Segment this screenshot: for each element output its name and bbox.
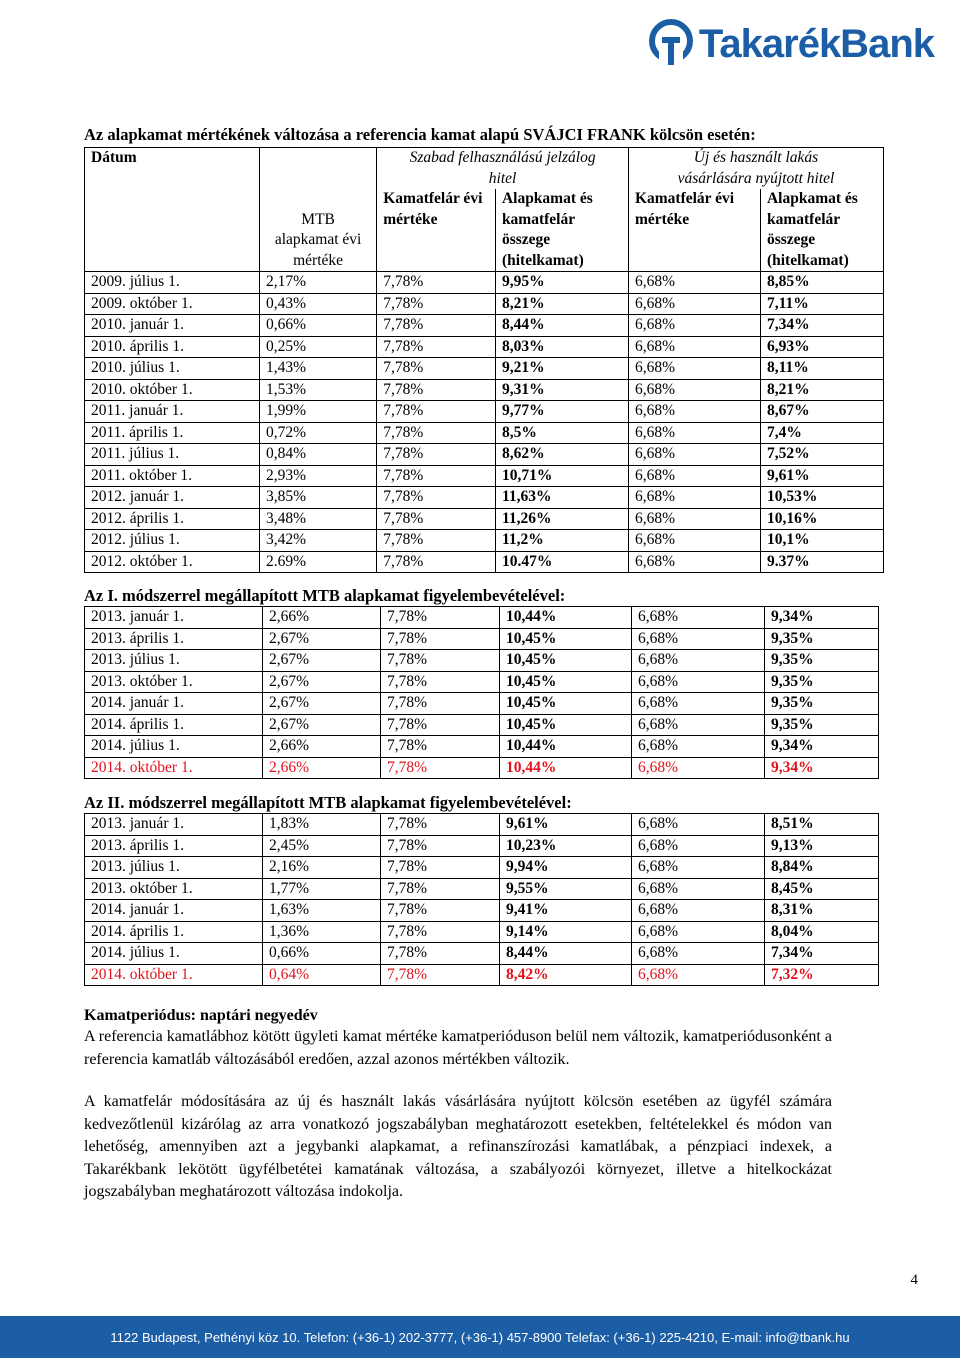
cell-margin-1: 7,78% xyxy=(381,878,500,900)
cell-margin-1: 7,78% xyxy=(377,358,496,380)
col-header-mtb-label: MTB alapkamat évi mértéke xyxy=(274,210,362,269)
cell-margin-2: 6,68% xyxy=(632,878,765,900)
cell-margin-2: 6,68% xyxy=(632,964,765,986)
cell-margin-1: 7,78% xyxy=(377,487,496,509)
table-row xyxy=(85,628,879,650)
cell-margin-1: 7,78% xyxy=(377,530,496,552)
cell-total-1: 9,55% xyxy=(500,878,632,900)
cell-total-1: 8,42% xyxy=(500,964,632,986)
cell-margin-2: 6,68% xyxy=(628,272,760,294)
cell-total-1: 9,61% xyxy=(500,814,632,836)
table-row xyxy=(85,293,884,315)
table-row xyxy=(85,714,879,736)
cell-margin-1: 7,78% xyxy=(377,293,496,315)
cell-total-1: 8,5% xyxy=(495,422,628,444)
cell-date: 2013. január 1. xyxy=(85,814,263,836)
cell-total-2: 8,11% xyxy=(760,358,883,380)
cell-date: 2014. január 1. xyxy=(85,693,263,715)
cell-mtb-rate: 2,66% xyxy=(263,736,381,758)
cell-date: 2012. július 1. xyxy=(85,530,260,552)
cell-date: 2010. október 1. xyxy=(85,379,260,401)
table-body-main xyxy=(85,272,884,573)
group-header-2 xyxy=(628,148,883,190)
cell-date: 2013. április 1. xyxy=(85,628,263,650)
cell-margin-2: 6,68% xyxy=(628,465,760,487)
cell-date: 2013. július 1. xyxy=(85,650,263,672)
cell-margin-2: 6,68% xyxy=(628,401,760,423)
cell-margin-2: 6,68% xyxy=(628,444,760,466)
group-header-2-label: Új és használt lakás vásárlására nyújtott hitel xyxy=(677,149,835,187)
rate-table-method2 xyxy=(84,813,879,986)
cell-total-2: 8,67% xyxy=(760,401,883,423)
cell-mtb-rate: 2,67% xyxy=(263,714,381,736)
cell-margin-1: 7,78% xyxy=(381,943,500,965)
cell-mtb-rate: 3,48% xyxy=(259,508,376,530)
group-header-1-label: Szabad felhasználású jelzálog hitel xyxy=(409,149,596,187)
cell-margin-1: 7,78% xyxy=(381,693,500,715)
page-number: 4 xyxy=(910,1272,918,1288)
cell-date: 2009. október 1. xyxy=(85,293,260,315)
paragraph-margin-change: A kamatfelár módosítására az új és használt lakás vásárlására nyújtott kölcsön esetében az ügyfél számára kedvezőtlenül kizárólag az arra vonatkozó jogszabályban meghatározott esetekben, feltételekkel és módon van lehetőség, amennyiben azt a jegybanki alapkamat, a refinanszírozási kamatlábak, a pénzpiaci indexek, a Takarékbank lekötött ügyfélbetétei kamatának változása, a szabályozói környezet, illetve a hitelkockázat jogszabályban meghatározott változása indokolja. xyxy=(84,1093,832,1200)
cell-total-2: 9,35% xyxy=(765,714,879,736)
cell-total-1: 10,44% xyxy=(500,607,632,629)
cell-margin-1: 7,78% xyxy=(381,736,500,758)
cell-date: 2012. április 1. xyxy=(85,508,260,530)
cell-date: 2011. július 1. xyxy=(85,444,260,466)
cell-total-2: 8,04% xyxy=(765,921,879,943)
cell-total-2: 9,35% xyxy=(765,671,879,693)
cell-total-1: 10,45% xyxy=(500,628,632,650)
cell-margin-1: 7,78% xyxy=(381,671,500,693)
cell-total-2: 9.37% xyxy=(760,551,883,573)
cell-mtb-rate: 1,99% xyxy=(259,401,376,423)
cell-margin-1: 7,78% xyxy=(377,422,496,444)
section2-title: Az II. módszerrel megállapított MTB alapkamat figyelembevételével: xyxy=(84,793,572,812)
table-row xyxy=(85,650,879,672)
cell-total-2: 8,21% xyxy=(760,379,883,401)
table-caption: Az alapkamat mértékének változása a referencia kamat alapú SVÁJCI FRANK kölcsön esetén: xyxy=(84,125,756,144)
cell-total-2: 7,32% xyxy=(765,964,879,986)
cell-total-1: 11,2% xyxy=(495,530,628,552)
cell-mtb-rate: 2,66% xyxy=(263,607,381,629)
cell-margin-2: 6,68% xyxy=(632,814,765,836)
cell-mtb-rate: 1,63% xyxy=(263,900,381,922)
cell-total-2: 7,34% xyxy=(765,943,879,965)
cell-margin-1: 7,78% xyxy=(381,964,500,986)
cell-margin-2: 6,68% xyxy=(632,693,765,715)
cell-total-2: 9,34% xyxy=(765,757,879,779)
cell-date: 2011. január 1. xyxy=(85,401,260,423)
cell-margin-2: 6,68% xyxy=(632,835,765,857)
cell-total-1: 9,95% xyxy=(495,272,628,294)
table-row xyxy=(85,315,884,337)
cell-date: 2014. október 1. xyxy=(85,757,263,779)
cell-margin-1: 7,78% xyxy=(381,835,500,857)
table-row xyxy=(85,736,879,758)
cell-margin-1: 7,78% xyxy=(377,444,496,466)
cell-mtb-rate: 2,17% xyxy=(259,272,376,294)
cell-mtb-rate: 1,43% xyxy=(259,358,376,380)
cell-mtb-rate: 1,83% xyxy=(263,814,381,836)
cell-total-2: 8,85% xyxy=(760,272,883,294)
table-row xyxy=(85,465,884,487)
cell-total-1: 11,26% xyxy=(495,508,628,530)
cell-margin-2: 6,68% xyxy=(628,379,760,401)
cell-date: 2011. október 1. xyxy=(85,465,260,487)
cell-total-1: 9,14% xyxy=(500,921,632,943)
table-row xyxy=(85,964,879,986)
rate-table-method1 xyxy=(84,606,879,779)
cell-date: 2014. október 1. xyxy=(85,964,263,986)
cell-margin-1: 7,78% xyxy=(377,401,496,423)
col-header-total-1 xyxy=(495,189,628,272)
cell-date: 2013. október 1. xyxy=(85,671,263,693)
cell-margin-2: 6,68% xyxy=(628,315,760,337)
cell-date: 2013. január 1. xyxy=(85,607,263,629)
cell-total-2: 9,35% xyxy=(765,628,879,650)
cell-total-1: 10,45% xyxy=(500,671,632,693)
footer-contact: 1122 Budapest, Pethényi köz 10. Telefon: (+36-1) 202-3777, (+36-1) 457-8900 Telefax: (+36-1) 225-4210, E-mail: info@tbank.hu xyxy=(110,1329,850,1345)
cell-total-2: 8,51% xyxy=(765,814,879,836)
cell-total-1: 10,44% xyxy=(500,757,632,779)
cell-mtb-rate: 2,67% xyxy=(263,693,381,715)
cell-margin-2: 6,68% xyxy=(632,921,765,943)
cell-mtb-rate: 2,93% xyxy=(259,465,376,487)
cell-date: 2013. július 1. xyxy=(85,857,263,879)
cell-margin-2: 6,68% xyxy=(632,900,765,922)
cell-margin-2: 6,68% xyxy=(632,736,765,758)
paragraph-reference-rate: A referencia kamatlábhoz kötött ügyleti kamat mértéke kamatperióduson belül nem változik, kamatperiódusonként a referencia kamatláb változásából eredően, azzal azonos mértékben változik. xyxy=(84,1028,832,1068)
cell-date: 2014. július 1. xyxy=(85,943,263,965)
cell-date: 2009. július 1. xyxy=(85,272,260,294)
cell-mtb-rate: 2.69% xyxy=(259,551,376,573)
main-content xyxy=(84,124,884,1204)
cell-margin-1: 7,78% xyxy=(377,379,496,401)
cell-total-2: 6,93% xyxy=(760,336,883,358)
header-group-row xyxy=(85,148,884,190)
col-header-total-2-label: Alapkamat és kamatfelár összege (hitelkamat) xyxy=(766,190,858,269)
cell-total-1: 8,44% xyxy=(495,315,628,337)
cell-total-2: 7,34% xyxy=(760,315,883,337)
takarekbank-logo-icon xyxy=(649,19,693,69)
cell-date: 2013. október 1. xyxy=(85,878,263,900)
cell-total-1: 9,31% xyxy=(495,379,628,401)
cell-total-2: 8,31% xyxy=(765,900,879,922)
cell-mtb-rate: 2,45% xyxy=(263,835,381,857)
cell-total-1: 10,44% xyxy=(500,736,632,758)
cell-date: 2014. július 1. xyxy=(85,736,263,758)
cell-total-2: 9,35% xyxy=(765,693,879,715)
cell-margin-1: 7,78% xyxy=(381,607,500,629)
table-row xyxy=(85,272,884,294)
cell-margin-1: 7,78% xyxy=(381,628,500,650)
cell-margin-2: 6,68% xyxy=(628,422,760,444)
table-row xyxy=(85,530,884,552)
cell-date: 2010. április 1. xyxy=(85,336,260,358)
cell-mtb-rate: 0,84% xyxy=(259,444,376,466)
table-row xyxy=(85,693,879,715)
cell-total-2: 10,16% xyxy=(760,508,883,530)
cell-date: 2014. április 1. xyxy=(85,714,263,736)
col-header-total-1-label: Alapkamat és kamatfelár összege (hitelkamat) xyxy=(501,190,593,269)
cell-margin-1: 7,78% xyxy=(377,465,496,487)
cell-total-2: 9,13% xyxy=(765,835,879,857)
cell-total-1: 10,71% xyxy=(495,465,628,487)
cell-margin-2: 6,68% xyxy=(628,336,760,358)
table-row xyxy=(85,857,879,879)
cell-total-1: 9,77% xyxy=(495,401,628,423)
cell-mtb-rate: 0,43% xyxy=(259,293,376,315)
cell-margin-2: 6,68% xyxy=(632,650,765,672)
cell-mtb-rate: 3,85% xyxy=(259,487,376,509)
period-title: Kamatperiódus: naptári negyedév xyxy=(84,1007,318,1024)
col-header-margin-2 xyxy=(628,189,760,272)
cell-margin-2: 6,68% xyxy=(628,487,760,509)
cell-margin-1: 7,78% xyxy=(377,315,496,337)
cell-mtb-rate: 1,53% xyxy=(259,379,376,401)
cell-margin-2: 6,68% xyxy=(628,358,760,380)
cell-margin-2: 6,68% xyxy=(632,607,765,629)
cell-total-1: 8,44% xyxy=(500,943,632,965)
table-row xyxy=(85,358,884,380)
table-row xyxy=(85,379,884,401)
cell-total-2: 9,34% xyxy=(765,607,879,629)
cell-total-1: 8,62% xyxy=(495,444,628,466)
cell-mtb-rate: 1,77% xyxy=(263,878,381,900)
col-header-date: Dátum xyxy=(85,148,260,272)
cell-margin-1: 7,78% xyxy=(381,650,500,672)
table-row xyxy=(85,551,884,573)
col-header-total-2 xyxy=(760,189,883,272)
cell-margin-2: 6,68% xyxy=(632,628,765,650)
col-header-margin-1-label: Kamatfelár évi mértéke xyxy=(383,190,483,228)
cell-margin-2: 6,68% xyxy=(628,508,760,530)
table-row xyxy=(85,757,879,779)
cell-total-1: 8,21% xyxy=(495,293,628,315)
cell-date: 2012. január 1. xyxy=(85,487,260,509)
cell-margin-1: 7,78% xyxy=(381,857,500,879)
table-row xyxy=(85,921,879,943)
cell-date: 2014. január 1. xyxy=(85,900,263,922)
cell-total-2: 10,53% xyxy=(760,487,883,509)
group-header-1 xyxy=(377,148,629,190)
cell-date: 2012. október 1. xyxy=(85,551,260,573)
col-header-mtb xyxy=(259,148,376,272)
cell-mtb-rate: 2,66% xyxy=(263,757,381,779)
cell-margin-2: 6,68% xyxy=(632,714,765,736)
cell-total-1: 11,63% xyxy=(495,487,628,509)
cell-margin-1: 7,78% xyxy=(381,921,500,943)
table-row xyxy=(85,878,879,900)
cell-margin-2: 6,68% xyxy=(632,857,765,879)
cell-margin-2: 6,68% xyxy=(632,671,765,693)
table-row xyxy=(85,508,884,530)
cell-mtb-rate: 1,36% xyxy=(263,921,381,943)
cell-margin-1: 7,78% xyxy=(377,272,496,294)
cell-mtb-rate: 2,16% xyxy=(263,857,381,879)
cell-date: 2014. április 1. xyxy=(85,921,263,943)
table-row xyxy=(85,835,879,857)
table-row xyxy=(85,607,879,629)
section1-title: Az I. módszerrel megállapított MTB alapkamat figyelembevételével: xyxy=(84,586,566,605)
col-header-margin-2-label: Kamatfelár évi mértéke xyxy=(634,190,735,228)
cell-total-1: 10.47% xyxy=(495,551,628,573)
cell-margin-1: 7,78% xyxy=(381,814,500,836)
table-row xyxy=(85,422,884,444)
cell-date: 2011. április 1. xyxy=(85,422,260,444)
cell-margin-2: 6,68% xyxy=(628,530,760,552)
col-header-margin-1 xyxy=(377,189,496,272)
cell-total-1: 10,23% xyxy=(500,835,632,857)
cell-mtb-rate: 2,67% xyxy=(263,650,381,672)
cell-mtb-rate: 2,67% xyxy=(263,671,381,693)
cell-date: 2010. január 1. xyxy=(85,315,260,337)
cell-margin-2: 6,68% xyxy=(628,293,760,315)
cell-margin-2: 6,68% xyxy=(628,551,760,573)
cell-margin-1: 7,78% xyxy=(377,508,496,530)
cell-margin-2: 6,68% xyxy=(632,943,765,965)
brand-logo xyxy=(649,14,934,74)
cell-mtb-rate: 0,64% xyxy=(263,964,381,986)
cell-total-2: 9,61% xyxy=(760,465,883,487)
table-row xyxy=(85,487,884,509)
cell-total-2: 8,45% xyxy=(765,878,879,900)
cell-margin-1: 7,78% xyxy=(381,714,500,736)
cell-total-2: 8,84% xyxy=(765,857,879,879)
cell-total-2: 7,4% xyxy=(760,422,883,444)
cell-date: 2013. április 1. xyxy=(85,835,263,857)
table-row xyxy=(85,336,884,358)
brand-name: TakarékBank xyxy=(698,21,934,66)
cell-total-2: 7,52% xyxy=(760,444,883,466)
table-row xyxy=(85,814,879,836)
cell-margin-1: 7,78% xyxy=(381,900,500,922)
cell-margin-1: 7,78% xyxy=(377,551,496,573)
cell-mtb-rate: 0,66% xyxy=(259,315,376,337)
cell-total-1: 10,45% xyxy=(500,650,632,672)
cell-mtb-rate: 2,67% xyxy=(263,628,381,650)
table-body-method2 xyxy=(85,814,879,986)
cell-mtb-rate: 3,42% xyxy=(259,530,376,552)
table-row xyxy=(85,943,879,965)
table-row xyxy=(85,900,879,922)
cell-total-2: 10,1% xyxy=(760,530,883,552)
cell-total-1: 9,41% xyxy=(500,900,632,922)
cell-total-2: 9,34% xyxy=(765,736,879,758)
cell-total-2: 9,35% xyxy=(765,650,879,672)
cell-margin-1: 7,78% xyxy=(381,757,500,779)
rate-table xyxy=(84,147,884,573)
table-row xyxy=(85,671,879,693)
cell-margin-2: 6,68% xyxy=(632,757,765,779)
cell-mtb-rate: 0,72% xyxy=(259,422,376,444)
cell-total-1: 9,94% xyxy=(500,857,632,879)
cell-mtb-rate: 0,66% xyxy=(263,943,381,965)
cell-mtb-rate: 0,25% xyxy=(259,336,376,358)
table-row xyxy=(85,444,884,466)
cell-total-1: 10,45% xyxy=(500,693,632,715)
cell-total-1: 8,03% xyxy=(495,336,628,358)
cell-date: 2010. július 1. xyxy=(85,358,260,380)
cell-total-1: 10,45% xyxy=(500,714,632,736)
table-body-method1 xyxy=(85,607,879,779)
table-row xyxy=(85,401,884,423)
cell-margin-1: 7,78% xyxy=(377,336,496,358)
cell-total-1: 9,21% xyxy=(495,358,628,380)
footer-bar xyxy=(0,1316,960,1358)
cell-total-2: 7,11% xyxy=(760,293,883,315)
